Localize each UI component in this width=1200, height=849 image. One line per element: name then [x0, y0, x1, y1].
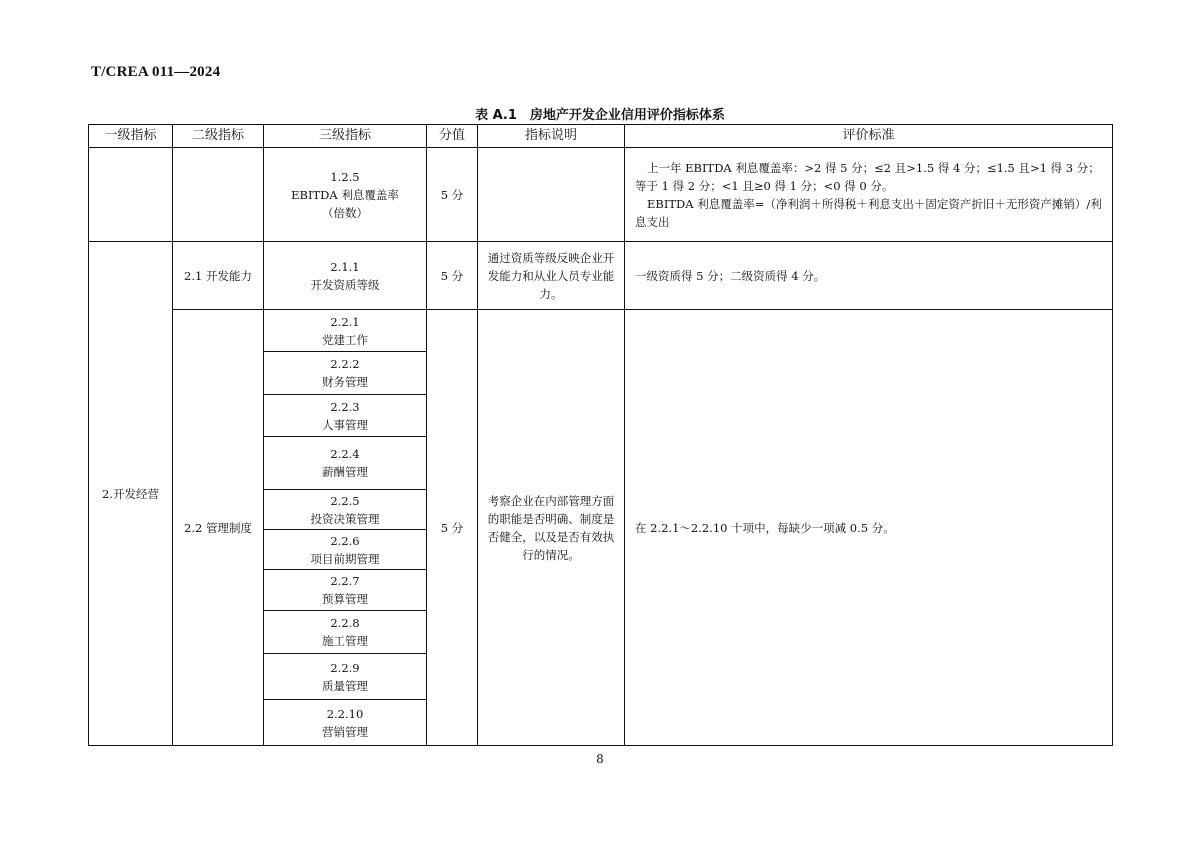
column-header-level2: 二级指标 — [173, 125, 264, 148]
indicator-code: 2.2.2 — [330, 357, 360, 371]
indicator-code: 2.2.1 — [330, 314, 360, 329]
indicator-name: 开发资质等级 — [310, 277, 380, 292]
level3-cell — [264, 242, 427, 310]
column-header-standard: 评价标准 — [625, 125, 1113, 148]
standard-cell: 在 2.2.1～2.2.10 十项中，每缺少一项减 0.5 分。 — [625, 310, 1113, 746]
indicator-unit: （倍数） — [322, 205, 368, 220]
level3-cell — [264, 490, 427, 530]
indicator-name: 预算管理 — [322, 592, 368, 606]
score-cell: 5 分 — [427, 242, 478, 310]
table-title: 表 A.1 房地产开发企业信用评价指标体系 — [475, 108, 725, 123]
level3-cell — [264, 570, 427, 611]
level2-cell-empty — [173, 148, 264, 242]
standard-cell — [625, 148, 1113, 242]
level3-cell — [264, 700, 427, 746]
indicator-code: 2.2.4 — [330, 447, 360, 461]
level3-cell-ebitda — [264, 148, 427, 242]
standard-text: 上一年 EBITDA 利息覆盖率：>2 得 5 分；≤2 且>1.5 得 4 分；≤1.5 且>1 得 3 分；等于 1 得 2 分；<1 且≥0 得 1 分；<0 得 0 分。 — [635, 160, 1100, 193]
indicator-name: 薪酬管理 — [322, 465, 368, 479]
document-code: T/CREA 011—2024 — [91, 64, 221, 80]
level3-cell — [264, 530, 427, 570]
level3-cell — [264, 352, 427, 395]
column-header-score: 分值 — [427, 125, 478, 148]
indicator-name: 营销管理 — [322, 724, 368, 739]
description-cell: 通过资质等级反映企业开发能力和从业人员专业能力。 — [478, 242, 625, 310]
level3-cell — [264, 395, 427, 437]
indicator-name: 质量管理 — [322, 678, 368, 693]
table-row — [89, 242, 1113, 310]
indicator-code: 2.2.10 — [326, 706, 364, 721]
level1-cell: 2.开发经营 — [89, 242, 173, 746]
page-number: 8 — [596, 752, 604, 766]
level1-cell-empty — [89, 148, 173, 242]
indicator-code: 2.2.8 — [330, 616, 360, 630]
indicator-name: 投资决策管理 — [310, 511, 380, 526]
level3-cell — [264, 310, 427, 352]
column-header-description: 指标说明 — [478, 125, 625, 148]
indicator-code: 2.2.9 — [330, 660, 360, 675]
description-cell: 考察企业在内部管理方面的职能是否明确、制度是否健全，以及是否有效执行的情况。 — [478, 310, 625, 746]
description-cell-empty — [478, 148, 625, 242]
indicator-name: 项目前期管理 — [310, 551, 380, 566]
level3-cell — [264, 654, 427, 700]
indicator-code: 2.2.5 — [330, 493, 360, 508]
indicator-code: 2.2.7 — [330, 574, 360, 588]
indicator-code: 2.1.1 — [330, 259, 360, 274]
level2-cell: 2.1 开发能力 — [173, 242, 264, 310]
score-cell: 5 分 — [427, 148, 478, 242]
indicator-table — [88, 124, 1113, 746]
indicator-code: 2.2.6 — [330, 533, 360, 548]
indicator-code: 2.2.3 — [330, 399, 360, 414]
table-row — [89, 310, 1113, 352]
column-header-level3: 三级指标 — [264, 125, 427, 148]
score-cell: 5 分 — [427, 310, 478, 746]
indicator-name: 财务管理 — [322, 375, 368, 389]
indicator-name: 施工管理 — [322, 634, 368, 648]
indicator-name: 人事管理 — [322, 417, 368, 432]
column-header-level1: 一级指标 — [89, 125, 173, 148]
indicator-name: 党建工作 — [322, 332, 368, 347]
standard-cell: 一级资质得 5 分；二级资质得 4 分。 — [625, 242, 1113, 310]
indicator-code: 1.2.5 — [330, 169, 360, 184]
indicator-name: EBITDA 利息覆盖率 — [291, 187, 399, 202]
table-row — [89, 148, 1113, 242]
standard-formula: EBITDA 利息覆盖率=（净利润＋所得税＋利息支出＋固定资产折旧＋无形资产摊销）/利息支出 — [635, 196, 1102, 229]
header-row — [89, 125, 1113, 148]
level2-cell: 2.2 管理制度 — [173, 310, 264, 746]
level3-cell — [264, 437, 427, 490]
level3-cell — [264, 611, 427, 654]
